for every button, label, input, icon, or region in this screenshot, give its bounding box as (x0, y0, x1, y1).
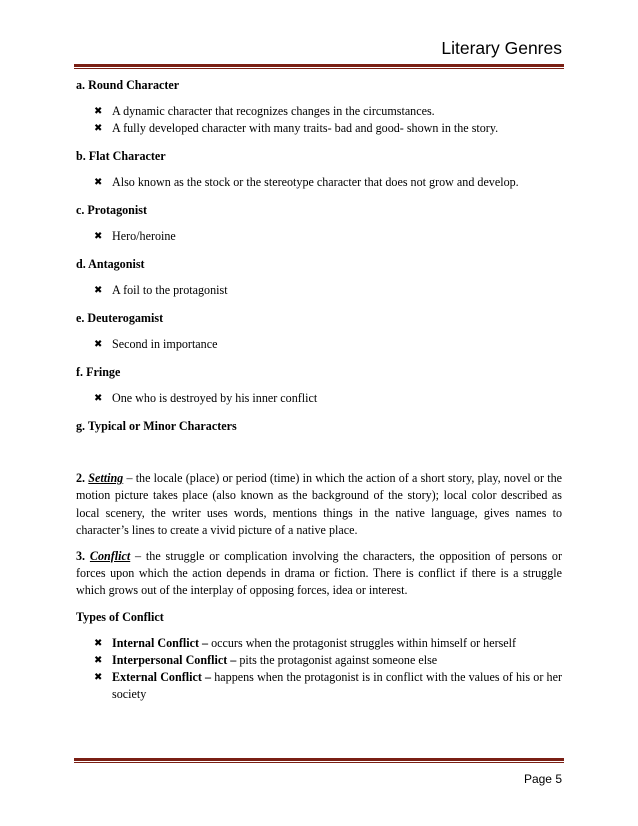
page-number: Page 5 (523, 772, 562, 786)
list-item: ✖ Also known as the stock or the stereotype character that does not grow and develop. (94, 175, 519, 189)
character-section-flat (76, 148, 562, 191)
character-section-fringe (76, 364, 562, 407)
list-item: ✖ External Conflict – happens when the protagonist is in conflict with the values of his or her society (94, 669, 562, 701)
list-item: ✖ A foil to the protagonist (94, 283, 228, 297)
footer-rule (74, 758, 564, 761)
bullet-list (76, 635, 562, 703)
character-section-minor (76, 418, 562, 435)
setting-paragraph (76, 470, 562, 540)
bullet-list (76, 336, 562, 353)
x-bullet-icon: ✖ (94, 123, 103, 134)
character-section-deuterogamist (76, 310, 562, 353)
section-title: a. Round Character (76, 78, 180, 92)
section-title: g. Typical or Minor Characters (76, 419, 237, 433)
x-bullet-icon: ✖ (94, 637, 103, 649)
x-bullet-icon: ✖ (94, 106, 103, 117)
section-title: e. Deuterogamist (76, 311, 164, 325)
character-section-round (76, 77, 562, 137)
conflict-term: Conflict (89, 548, 131, 563)
x-bullet-icon: ✖ (94, 339, 103, 350)
header-title: Literary Genres (441, 38, 562, 58)
x-bullet-icon: ✖ (94, 177, 103, 188)
character-section-antagonist (76, 256, 562, 299)
x-bullet-icon: ✖ (94, 393, 103, 404)
section-title: c. Protagonist (76, 203, 147, 217)
list-item: ✖ A fully developed character with many traits- bad and good- shown in the story. (94, 121, 499, 135)
list-item: ✖ Internal Conflict – occurs when the protagonist struggles within himself or herself (94, 635, 517, 650)
conflict-text: – the struggle or complication involving the characters, the opposition of persons or forces upon which the action depends in drama or fiction. There is conflict if there is a struggle which grows out of the interplay of opposing forces, idea or interest. (76, 548, 562, 598)
bullet-list (76, 282, 562, 299)
bullet-list (76, 390, 562, 407)
page-content (76, 75, 562, 703)
list-item: ✖ One who is destroyed by his inner conflict (94, 391, 318, 405)
setting-term: Setting (88, 471, 124, 485)
character-section-protagonist (76, 202, 562, 245)
conflict-types-section (76, 609, 562, 703)
bullet-list (76, 228, 562, 245)
list-item: ✖ A dynamic character that recognizes changes in the circumstances. (94, 104, 435, 118)
setting-text: – the locale (place) or period (time) in which the action of a short story, play, novel or the motion picture takes place (also known as the background of the story); local color described as local scenery, the writer uses words, mentions things in the native language, gives names to character’s lines to create a vivid picture of a native place. (76, 471, 562, 538)
x-bullet-icon: ✖ (94, 231, 103, 242)
conflict-paragraph (76, 548, 562, 600)
header-rule (74, 64, 564, 67)
footer-rule-thin (74, 762, 564, 763)
section-title: d. Antagonist (76, 257, 145, 271)
section-number: 3. (76, 548, 86, 563)
section-title: f. Fringe (76, 365, 121, 379)
section-number: 2. (76, 471, 86, 485)
bullet-list (76, 174, 562, 191)
x-bullet-icon: ✖ (94, 285, 103, 296)
list-item: ✖ Hero/heroine (94, 229, 176, 243)
section-title: b. Flat Character (76, 149, 166, 163)
bullet-list (76, 103, 562, 137)
x-bullet-icon: ✖ (94, 654, 103, 666)
list-item: ✖ Interpersonal Conflict – pits the protagonist against someone else (94, 652, 438, 667)
header-rule-thin (74, 68, 564, 69)
x-bullet-icon: ✖ (94, 671, 103, 683)
section-title: Types of Conflict (76, 609, 164, 624)
list-item: ✖ Second in importance (94, 337, 218, 351)
